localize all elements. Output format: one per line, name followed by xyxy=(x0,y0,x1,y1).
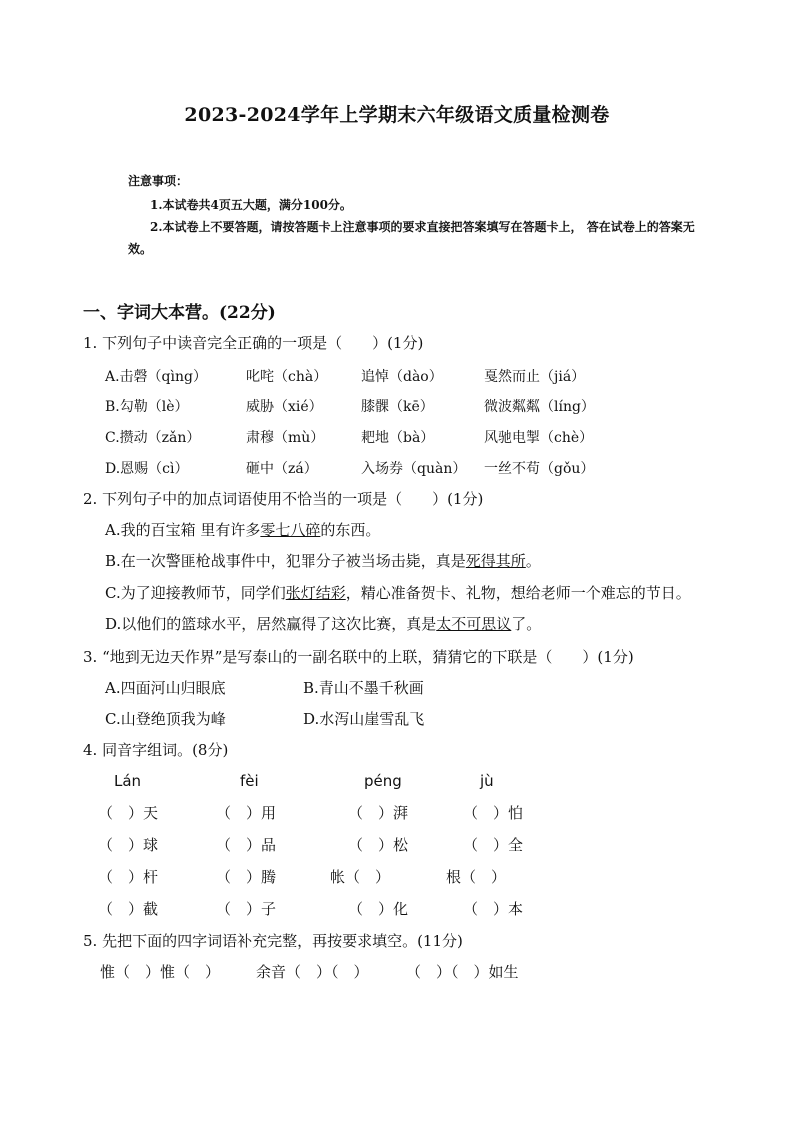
q2-c-text: C.为了迎接教师节，同学们 xyxy=(105,584,286,602)
q2-d-word: 太不可思议 xyxy=(436,615,512,633)
q1-stem: 1. 下列句子中读音完全正确的一项是（ ）(1分) xyxy=(83,334,424,352)
q4-blank: （ ）松 xyxy=(348,836,409,854)
q4-blank: （ ）怕 xyxy=(463,804,524,822)
q2-d-text-end: 了。 xyxy=(511,615,542,633)
q1-c-1: C.攒动（zǎn） xyxy=(105,430,201,446)
q5-item: 惟（ ）惟（ ） xyxy=(100,963,221,981)
q2-option-d xyxy=(105,613,541,634)
q4-blank: （ ）化 xyxy=(348,900,409,918)
q4-blank: （ ）湃 xyxy=(348,804,409,822)
q4-pinyin: jù xyxy=(480,772,494,790)
q4-blank: （ ）子 xyxy=(216,900,277,918)
q1-a-3: 追悼（dào） xyxy=(361,369,443,385)
q3-option-a: A.四面河山归眼底 xyxy=(105,679,226,697)
exam-title: 2023-2024学年上学期末六年级语文质量检测卷 xyxy=(184,104,610,126)
q5-item: 余音（ ）（ ） xyxy=(256,963,369,981)
q2-b-text: B.在一次警匪枪战事件中，犯罪分子被当场击毙，真是 xyxy=(105,552,466,570)
q5-item: （ ）（ ）如生 xyxy=(406,963,519,981)
q4-pinyin: péng xyxy=(364,772,402,790)
q2-c-text-end: ，精心准备贺卡、礼物，想给老师一个难忘的节日。 xyxy=(345,584,691,602)
q1-b-4: 微波粼粼（líng） xyxy=(484,399,595,415)
q1-d-4: 一丝不苟（gǒu） xyxy=(484,461,595,477)
q3-option-b: B.青山不墨千秋画 xyxy=(303,679,424,697)
q1-c-3: 耙地（bà） xyxy=(361,430,435,446)
q1-b-3: 膝髁（kē） xyxy=(361,399,434,415)
q2-option-c xyxy=(105,582,691,603)
q3-option-c: C.山登绝顶我为峰 xyxy=(105,710,226,728)
q1-c-4: 风驰电掣（chè） xyxy=(484,430,594,446)
q4-blank: （ ）天 xyxy=(98,804,159,822)
q2-b-text-end: 。 xyxy=(525,552,541,570)
q4-pinyin: Lán xyxy=(114,772,142,790)
q2-c-word: 张灯结彩 xyxy=(285,584,346,602)
q2-a-text: A.我的百宝箱 里有许多 xyxy=(105,521,261,539)
q2-b-word: 死得其所 xyxy=(465,552,526,570)
q4-blank: （ ）用 xyxy=(216,804,277,822)
q1-b-2: 威胁（xié） xyxy=(246,399,323,415)
q1-c-2: 肃穆（mù） xyxy=(246,430,325,446)
notice-item-2-wrap: 效。 xyxy=(128,242,153,256)
q1-a-1: A.击磬（qìng） xyxy=(105,369,207,385)
q2-option-a xyxy=(105,519,380,540)
q1-d-1: D.恩赐（cì） xyxy=(105,461,189,477)
q2-a-word: 零七八碎 xyxy=(260,521,321,539)
q3-stem: 3. “地到无边天作界”是写泰山的一副名联中的上联，猜猜它的下联是（ ）(1分) xyxy=(83,648,634,666)
q4-blank: （ ）杆 xyxy=(98,868,159,886)
notice-item-2: 2.本试卷上不要答题，请按答题卡上注意事项的要求直接把答案填写在答题卡上， 答在试卷上的答案无 xyxy=(150,220,695,234)
q4-blank: 帐（ ） xyxy=(330,868,391,886)
q1-d-3: 入场券（quàn） xyxy=(361,461,467,477)
q4-blank: （ ）球 xyxy=(98,836,159,854)
notice-item-1: 1.本试卷共4页五大题，满分100分。 xyxy=(150,198,352,212)
q1-a-4: 戛然而止（jiá） xyxy=(484,369,586,385)
q2-stem: 2. 下列句子中的加点词语使用不恰当的一项是（ ）(1分) xyxy=(83,490,484,508)
q1-b-1: B.勾勒（lè） xyxy=(105,399,189,415)
q5-stem: 5. 先把下面的四字词语补充完整，再按要求填空。(11分) xyxy=(83,932,463,950)
q2-option-b xyxy=(105,550,541,571)
q4-blank: （ ）腾 xyxy=(216,868,277,886)
q1-d-2: 砸中（zá） xyxy=(246,461,318,477)
q2-a-text-end: 的东西。 xyxy=(320,521,381,539)
q4-blank: （ ）全 xyxy=(463,836,524,854)
q2-d-text: D.以他们的篮球水平，居然赢得了这次比赛，真是 xyxy=(105,615,437,633)
q3-option-d: D.水泻山崖雪乱飞 xyxy=(303,710,425,728)
section-1-heading: 一、字词大本营。(22分) xyxy=(83,303,276,323)
q4-stem: 4. 同音字组词。(8分) xyxy=(83,741,229,759)
q4-blank: （ ）品 xyxy=(216,836,277,854)
notice-heading: 注意事项： xyxy=(128,174,189,188)
q4-pinyin: fèi xyxy=(240,772,259,790)
q4-blank: （ ）截 xyxy=(98,900,159,918)
q1-a-2: 叱咤（chà） xyxy=(246,369,328,385)
notice-block xyxy=(128,170,718,260)
q4-blank: 根（ ） xyxy=(446,868,507,886)
q4-blank: （ ）本 xyxy=(463,900,524,918)
